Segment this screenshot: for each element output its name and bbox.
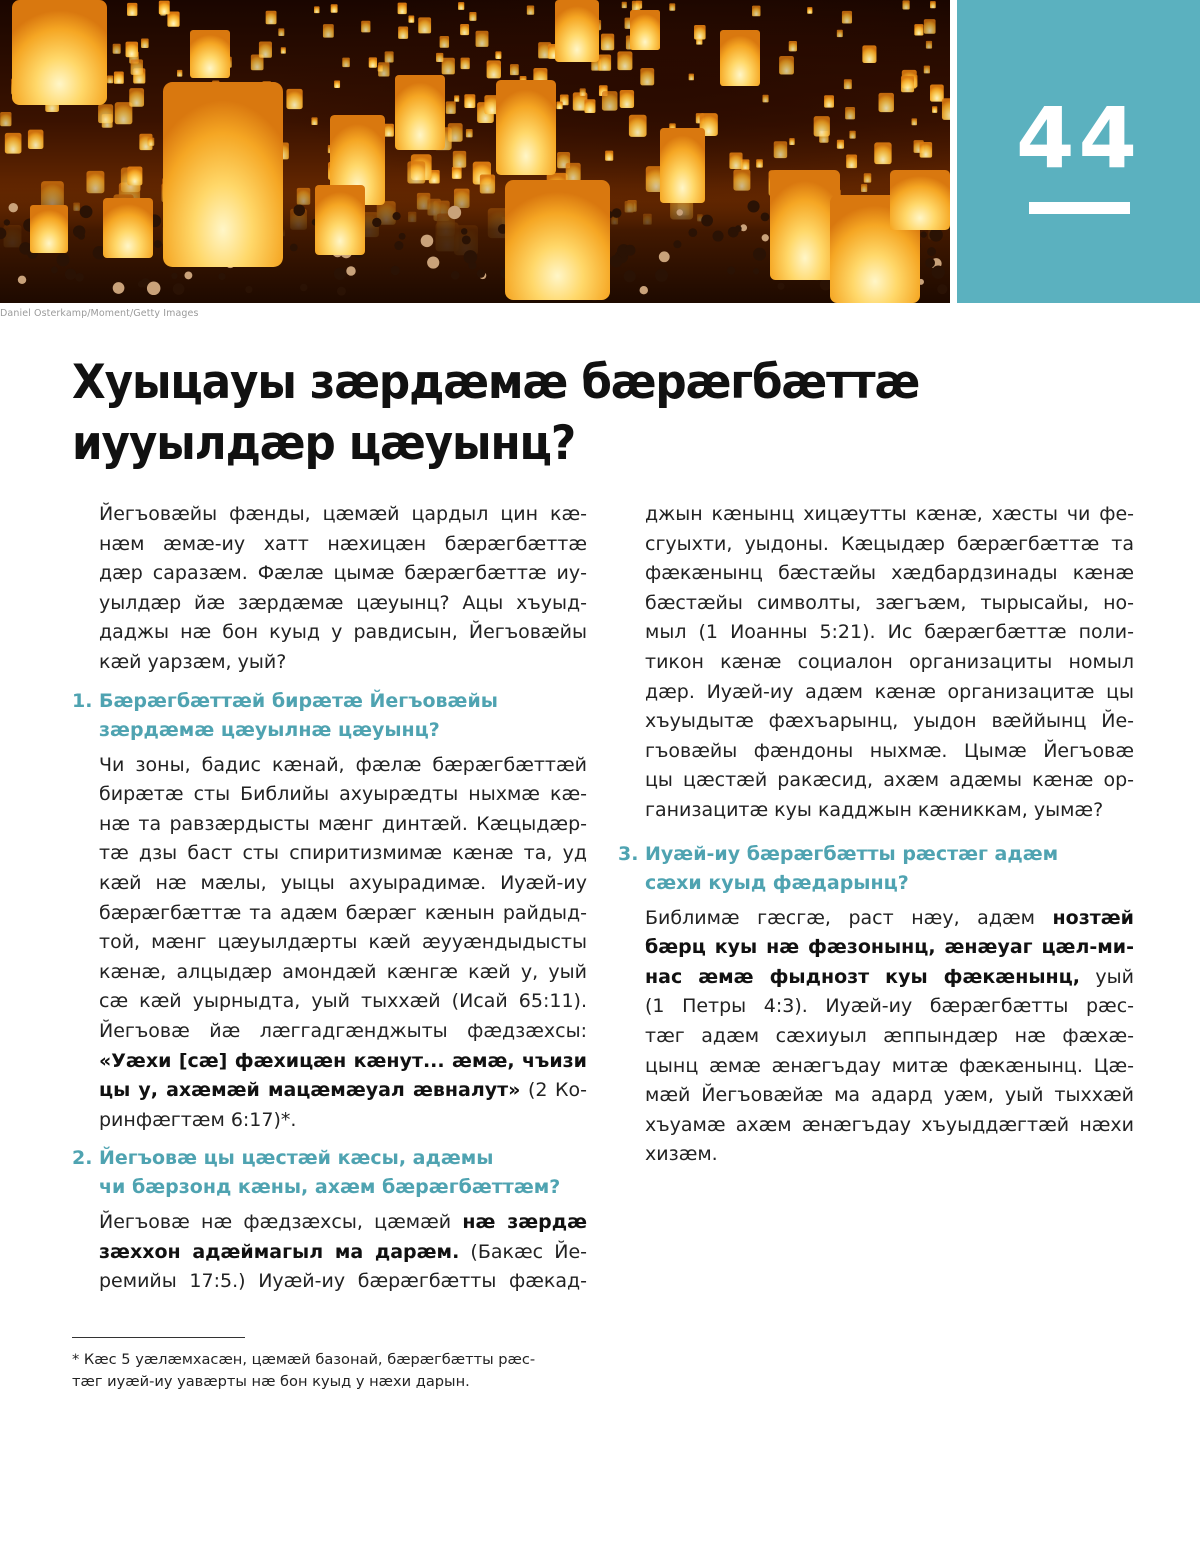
person-silhouette <box>625 245 636 256</box>
person-silhouette <box>937 284 947 294</box>
person-silhouette <box>468 262 476 270</box>
lantern-shape <box>334 81 340 88</box>
person-silhouette <box>820 279 832 291</box>
lantern-shape <box>361 21 370 33</box>
lantern-shape <box>190 30 230 78</box>
lantern-shape <box>930 1 936 8</box>
person-silhouette <box>73 225 85 237</box>
question-text-line: сæхи куыд фæдарынц? <box>645 871 909 894</box>
lantern-shape <box>924 19 936 34</box>
person-silhouette <box>659 251 670 262</box>
text-run: гъовæйы фæндоны ныхмæ. Цымæ Йегъовæ <box>645 739 1134 762</box>
lantern-shape <box>107 75 113 83</box>
person-silhouette <box>293 204 305 216</box>
lesson-number-panel <box>957 0 1200 303</box>
question-text-line: чи бæрзонд кæны, ахæм бæрæгбæттæм? <box>99 1176 561 1199</box>
person-silhouette <box>147 282 161 296</box>
person-silhouette <box>399 233 406 240</box>
person-silhouette <box>4 219 10 225</box>
person-silhouette <box>640 286 648 294</box>
lantern-shape <box>720 30 760 86</box>
bold-text: нозтæй <box>1052 906 1134 929</box>
lantern-shape <box>862 45 876 63</box>
person-silhouette <box>18 276 26 284</box>
lantern-shape <box>436 53 443 62</box>
text-run: Йегъовæ нæ фæдзæхсы, цæмæй <box>99 1211 463 1234</box>
text-run: ринфæгтæм 6:17)*. <box>99 1108 297 1131</box>
text-run: сæ кæй уырныдта, уый тыххæй (Исай 65:11). <box>99 990 587 1013</box>
lantern-shape <box>580 88 586 96</box>
person-silhouette <box>218 273 225 280</box>
person-silhouette <box>761 212 770 221</box>
person-silhouette <box>451 271 460 280</box>
text-line <box>645 1140 1134 1170</box>
text-line <box>645 530 1134 560</box>
text-run: Чи зоны, бадис кæнай, фæлæ бæрæгбæттæй <box>99 753 587 776</box>
lantern-shape <box>689 74 694 81</box>
person-silhouette <box>477 269 485 277</box>
section-2-body-start <box>72 1208 587 1297</box>
person-silhouette <box>464 250 478 264</box>
text-run: нæ та равзæрдысты мæнг динтæй. Кæцыдæр- <box>99 812 587 835</box>
text-line <box>99 1106 587 1136</box>
lantern-shape <box>632 1 640 11</box>
section-3-question <box>618 840 1134 898</box>
lantern-shape <box>874 142 891 164</box>
lantern-shape <box>605 151 613 161</box>
text-line <box>645 1111 1134 1141</box>
lantern-shape <box>842 11 852 24</box>
lantern-shape <box>762 95 768 103</box>
text-run: бæрæгбæттæ та адæм бæрæг кæнын райдыд- <box>99 901 587 924</box>
lantern-shape <box>163 82 283 267</box>
person-silhouette <box>925 258 935 268</box>
person-silhouette <box>753 248 766 261</box>
text-line <box>99 899 587 929</box>
lantern-shape <box>807 7 812 14</box>
text-line <box>99 869 587 899</box>
person-silhouette <box>391 266 400 275</box>
page-title-line: Хуыцауы зæрдæмæ бæрæгбæттæ <box>72 355 920 410</box>
lantern-shape <box>141 39 149 48</box>
text-run: сгуыхти, уыдоны. Кæцыдæр бæрæгбæттæ та <box>645 532 1134 555</box>
lantern-shape <box>814 116 830 136</box>
person-silhouette <box>75 273 84 282</box>
lantern-shape <box>259 41 272 57</box>
photo-credit: Daniel Osterkamp/Moment/Getty Images <box>0 308 199 319</box>
text-line <box>645 678 1134 708</box>
text-run: тæг адæм сæхиуыл æппындæр нæ фæхæ- <box>645 1024 1134 1047</box>
lantern-shape <box>384 124 394 137</box>
bold-text: зæххон адæймагыл ма дарæм. <box>99 1240 460 1263</box>
lantern-shape <box>177 70 182 77</box>
bold-text: нæ зæрдæ <box>462 1211 587 1234</box>
footnote-line: тæг иуæй-иу уавæрты нæ бон куыд у нæхи дарын. <box>72 1373 470 1390</box>
person-silhouette <box>427 256 439 268</box>
text-line <box>99 810 587 840</box>
text-run: (1 Петры 4:3). Иуæй-иу бæрæгбæтты рæс- <box>645 995 1134 1018</box>
text-run: хъуыдытæ фæхъарынц, уыдон вæййынц Йе- <box>645 710 1134 733</box>
text-run: джын кæнынц хицæутты кæнæ, хæсты чи фе- <box>645 503 1134 525</box>
lantern-shape <box>464 94 475 108</box>
lantern-shape <box>408 15 414 22</box>
text-line <box>645 589 1134 619</box>
lantern-shape <box>824 95 834 107</box>
text-line <box>645 992 1134 1022</box>
lantern-shape <box>278 28 284 36</box>
text-run: тæ дзы баст сты спиритизмимæ кæнæ та, уд <box>99 842 587 865</box>
lantern-shape <box>555 0 599 62</box>
question-text-line: Бæрæгбæттæй бирæтæ Йегъовæйы <box>99 689 498 712</box>
text-line: Йегъовæйы фæнды, цæмæй цардыл цин кæ- <box>99 503 587 525</box>
lantern-shape <box>879 93 894 112</box>
lantern-shape <box>846 155 857 169</box>
text-line: дæр саразæм. Фæлæ цымæ бæрæгбæттæ иу- <box>99 562 587 585</box>
section-1-body <box>72 751 587 1136</box>
lantern-shape <box>617 51 632 70</box>
text-run: цы цæстæй ракæсид, ахæм адæмы кæнæ ор- <box>645 769 1134 792</box>
question-number: 3. <box>618 842 639 865</box>
lantern-shape <box>496 80 556 175</box>
person-silhouette <box>753 268 759 274</box>
page-title-line: иууылдæр цæуынц? <box>72 416 576 471</box>
person-silhouette <box>171 273 177 279</box>
section-2-body-continued <box>618 500 1134 826</box>
lantern-shape <box>789 41 797 51</box>
lantern-shape <box>448 123 463 142</box>
text-line <box>645 737 1134 767</box>
text-run: бæстæйы символты, зæгъæм, тырысайы, но- <box>645 591 1134 614</box>
lantern-shape <box>5 133 22 154</box>
lantern-shape <box>98 104 113 123</box>
lantern-shape <box>602 91 618 110</box>
header-photo-sky-lanterns <box>0 0 950 303</box>
person-silhouette <box>929 228 942 241</box>
person-silhouette <box>245 286 252 293</box>
person-silhouette <box>727 266 735 274</box>
lantern-shape <box>342 58 350 67</box>
bold-text: цы у, ахæмæй мацæмæуал æвналут» <box>99 1079 521 1102</box>
text-line <box>645 618 1134 648</box>
lantern-shape <box>0 112 11 126</box>
person-silhouette <box>448 206 461 219</box>
lantern-shape <box>286 89 302 109</box>
lantern-shape <box>901 76 914 92</box>
lantern-shape <box>694 25 706 39</box>
lantern-shape <box>395 75 445 150</box>
text-line <box>99 1208 587 1238</box>
question-number: 1. <box>72 689 93 712</box>
person-silhouette <box>9 203 18 212</box>
text-run: (2 Ко- <box>520 1079 587 1102</box>
bold-text: нас æмæ фыднозт куы фæкæнынц, <box>645 965 1080 988</box>
person-silhouette <box>701 215 713 227</box>
text-line <box>645 796 1134 826</box>
person-silhouette <box>372 218 381 227</box>
lantern-shape <box>461 58 470 70</box>
lantern-shape <box>311 117 317 125</box>
text-line <box>645 766 1134 796</box>
text-run: уый <box>1079 965 1134 988</box>
lantern-shape <box>398 26 408 38</box>
person-silhouette <box>762 234 769 241</box>
text-line: даджы нæ бон куыд у равдисын, Йегъовæйы <box>99 621 587 644</box>
lantern-shape <box>385 51 394 62</box>
lantern-shape <box>629 115 647 137</box>
bold-text: «Уæхи [сæ] фæхицæн кæнут... æмæ, чъизи <box>99 1049 587 1072</box>
text-line <box>645 500 1134 530</box>
lantern-shape <box>418 17 431 33</box>
lantern-shape <box>30 205 68 253</box>
lantern-shape <box>640 68 654 85</box>
text-run: бирæтæ сты Библийы ахуырæдты ныхмæ кæ- <box>99 783 587 806</box>
lantern-shape <box>902 0 909 9</box>
lantern-shape <box>159 1 170 15</box>
lantern-shape <box>148 138 155 146</box>
lantern-shape <box>127 3 137 16</box>
lantern-shape <box>789 138 794 145</box>
text-line <box>99 751 587 781</box>
text-run: хизæм. <box>645 1143 718 1166</box>
lantern-shape <box>469 12 476 21</box>
lantern-shape <box>527 6 534 15</box>
lantern-shape <box>601 34 614 51</box>
text-run: Йегъовæ йæ лæггадгæнджыты фæдзæхсы: <box>99 1019 587 1042</box>
lantern-shape <box>378 62 389 76</box>
person-silhouette <box>421 235 434 248</box>
person-silhouette <box>927 247 936 256</box>
lantern-shape <box>398 3 407 14</box>
text-line <box>645 963 1134 993</box>
text-line <box>99 1238 587 1268</box>
text-run: дæр. Иуæй-иу адæм кæнæ организацитæ цы <box>645 680 1134 703</box>
lantern-shape <box>281 47 286 53</box>
lantern-shape <box>314 6 319 13</box>
question-text-line: зæрдæмæ цæуылнæ цæуынц? <box>99 718 440 741</box>
lantern-shape <box>779 56 794 74</box>
lantern-shape <box>926 41 932 49</box>
lantern-shape <box>660 128 705 203</box>
text-line <box>645 559 1134 589</box>
text-line <box>99 1047 587 1077</box>
lantern-shape <box>566 163 581 182</box>
person-silhouette <box>184 271 192 279</box>
section-1-question <box>72 687 587 745</box>
lantern-shape <box>466 129 473 137</box>
lantern-shape <box>924 66 930 74</box>
right-column <box>618 500 1134 1170</box>
lantern-shape <box>930 84 944 101</box>
text-line <box>645 1081 1134 1111</box>
lantern-shape <box>476 31 489 47</box>
lantern-shape <box>598 55 611 71</box>
lantern-shape <box>315 185 365 255</box>
person-silhouette <box>688 228 697 237</box>
question-text-line: Иуæй-иу бæрæгбæтты рæстæг адæм <box>645 842 1059 865</box>
text-run: цынц æмæ æнæгъдау митæ фæкæнынц. Цæ- <box>645 1054 1134 1077</box>
lantern-shape <box>12 0 107 105</box>
question-number: 2. <box>72 1147 93 1170</box>
lantern-shape <box>837 140 844 149</box>
text-run: фæкæнынц бæстæйы хæдбардзинады кæнæ <box>645 562 1134 585</box>
text-line <box>645 707 1134 737</box>
text-line: нæм æмæ-иу хатт нæхицæн бæрæгбæттæ <box>99 532 587 555</box>
text-line <box>645 904 1134 934</box>
lantern-shape <box>774 141 787 158</box>
lantern-shape <box>331 4 338 13</box>
lantern-shape <box>630 10 660 50</box>
text-line <box>99 839 587 869</box>
person-silhouette <box>673 240 681 248</box>
lantern-shape <box>849 131 855 139</box>
person-silhouette <box>610 255 623 268</box>
text-run: мыл (1 Иоанны 5:21). Ис бæрæгбæттæ поли- <box>645 621 1134 644</box>
footnote-divider <box>72 1337 245 1338</box>
footnote <box>72 1349 587 1393</box>
person-silhouette <box>334 268 346 280</box>
lantern-shape <box>669 3 675 10</box>
text-line <box>99 1267 587 1297</box>
person-silhouette <box>346 266 355 275</box>
text-line <box>645 648 1134 678</box>
lantern-shape <box>584 99 595 113</box>
person-silhouette <box>394 241 403 250</box>
text-line: кæй уарзæм, уый? <box>99 650 287 673</box>
person-silhouette <box>138 281 145 288</box>
lantern-shape <box>912 118 917 125</box>
question-text-line: Йегъовæ цы цæстæй кæсы, адæмы <box>99 1147 494 1170</box>
lantern-shape <box>505 180 610 300</box>
page-title <box>72 352 928 474</box>
lantern-shape <box>920 142 933 158</box>
lantern-shape <box>837 30 843 37</box>
lantern-shape <box>113 44 121 54</box>
person-silhouette <box>65 269 76 280</box>
person-silhouette <box>712 230 723 241</box>
lantern-shape <box>28 130 44 149</box>
text-line <box>99 958 587 988</box>
text-run: (Бакæс Йе- <box>459 1240 587 1263</box>
footnote-line: * Кæс 5 уæлæмхасæн, цæмæй базонай, бæрæгбæтты рæс- <box>72 1351 536 1368</box>
section-2-question <box>72 1144 587 1202</box>
person-silhouette <box>337 287 346 296</box>
text-run: тикон кæнæ социалон организациты номыл <box>645 650 1134 673</box>
lantern-shape <box>729 153 742 169</box>
text-run: кæй нæ мæлы, уыцы ахуырадимæ. Иуæй-иу <box>99 871 587 894</box>
person-silhouette <box>80 205 93 218</box>
lantern-shape <box>844 79 852 89</box>
lantern-shape <box>126 42 139 58</box>
text-line <box>645 1022 1134 1052</box>
lantern-shape <box>369 57 377 67</box>
lantern-shape <box>454 95 459 101</box>
text-line <box>645 1052 1134 1082</box>
lantern-shape <box>458 2 464 10</box>
person-silhouette <box>113 282 125 294</box>
text-run: ганизацитæ куы кадджын кæниккам, уымæ? <box>645 798 1104 821</box>
lesson-number: 44 <box>1016 89 1141 187</box>
lantern-shape <box>932 106 937 113</box>
lantern-shape <box>845 107 855 119</box>
text-line <box>99 780 587 810</box>
lantern-shape <box>452 167 462 179</box>
person-silhouette <box>462 236 471 245</box>
person-silhouette <box>392 212 400 220</box>
person-silhouette <box>461 228 468 235</box>
lantern-shape <box>756 159 763 167</box>
lesson-number-underline <box>1029 202 1130 214</box>
text-line <box>99 1076 587 1106</box>
sky-lanterns-illustration <box>0 0 950 303</box>
lantern-shape <box>114 71 124 83</box>
person-silhouette <box>290 244 298 252</box>
person-silhouette <box>777 283 784 290</box>
person-silhouette <box>747 200 759 212</box>
text-line <box>99 1017 587 1047</box>
lantern-shape <box>942 98 950 120</box>
lantern-shape <box>770 170 840 280</box>
lantern-shape <box>442 58 455 75</box>
lantern-shape <box>323 24 334 38</box>
text-run: мæй Йегъовæйæ ма адард уæм, уый тыххæй <box>645 1084 1134 1107</box>
lantern-shape <box>622 2 627 8</box>
text-run: ремийы 17:5.) Иуæй-иу бæрæгбæтты фæкад- <box>99 1270 587 1293</box>
person-silhouette <box>676 209 682 215</box>
lantern-shape <box>914 24 923 35</box>
person-silhouette <box>932 266 945 279</box>
lantern-shape <box>620 90 634 108</box>
lantern-shape <box>129 88 144 107</box>
text-line: уылдæр йæ зæрдæмæ цæуынц? Ацы хъуыд- <box>99 591 587 614</box>
left-column <box>72 500 587 1297</box>
intro-paragraph <box>72 500 587 678</box>
lantern-shape <box>103 198 153 258</box>
section-3-body <box>618 904 1134 1170</box>
lantern-shape <box>266 11 277 25</box>
person-silhouette <box>173 283 185 295</box>
text-run: Библимæ гæсгæ, раст нæу, адæм <box>645 906 1053 929</box>
lantern-shape <box>495 51 501 59</box>
text-line <box>99 987 587 1017</box>
lantern-shape <box>487 60 501 78</box>
lantern-shape <box>460 24 469 35</box>
text-run: хъуамæ ахæм æнæгъдау хъуыддæгтæй нæхи <box>645 1113 1134 1136</box>
person-silhouette <box>920 231 926 237</box>
lantern-shape <box>446 101 456 113</box>
person-silhouette <box>154 240 162 248</box>
lantern-shape <box>131 59 143 74</box>
lantern-shape <box>440 36 449 48</box>
person-silhouette <box>624 270 636 282</box>
person-silhouette <box>612 208 622 218</box>
lantern-shape <box>890 170 950 230</box>
person-silhouette <box>655 269 668 282</box>
person-silhouette <box>735 225 742 232</box>
bold-text: бæрц куы нæ фæзонынц, æнæуаг цæл-ми- <box>645 936 1134 959</box>
lantern-shape <box>510 64 519 75</box>
person-silhouette <box>51 267 58 274</box>
text-run: той, мæнг цæуылдæрты кæй æууæндыдысты <box>99 931 587 954</box>
text-run: кæнæ, алцыдæр амондæй кæнгæ кæй у, уый <box>99 960 587 983</box>
lantern-shape <box>556 101 562 109</box>
lantern-shape <box>453 151 466 168</box>
lantern-shape <box>752 6 760 17</box>
person-silhouette <box>56 253 69 266</box>
text-line <box>99 928 587 958</box>
text-line <box>645 933 1134 963</box>
person-silhouette <box>300 284 308 292</box>
